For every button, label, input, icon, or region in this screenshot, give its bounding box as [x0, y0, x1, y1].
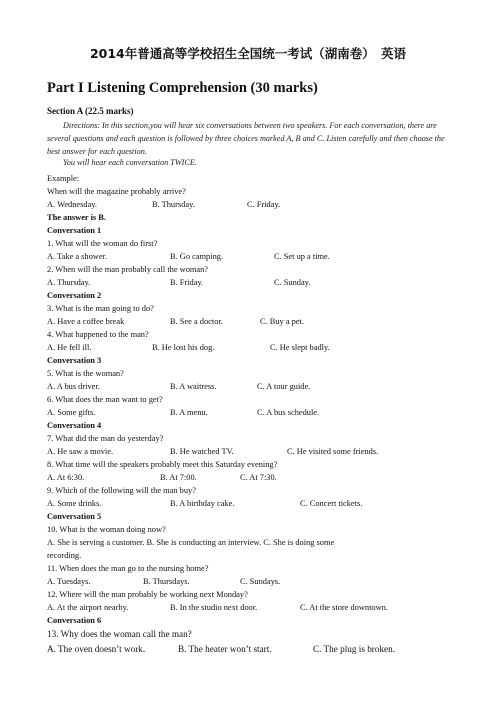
option: A. The oven doesn’t work. [47, 644, 146, 654]
option: B. In the studio next door. [170, 603, 258, 612]
section-heading: Section A (22.5 marks) [47, 106, 134, 116]
option: A. A bus driver. [47, 382, 100, 391]
option: C. Buy a pet. [260, 317, 304, 326]
option: B. A birthday cake. [170, 499, 235, 508]
option: B. Thursdays. [143, 577, 190, 586]
option: B. At 7:00. [160, 473, 197, 482]
question: 2. When will the man probably call the woman? [47, 265, 209, 274]
option: A. Wednesday. [47, 200, 98, 209]
question: 4. What happened to the man? [47, 330, 149, 339]
directions-note: You will hear each conversation TWICE. [63, 158, 197, 167]
conversation-heading: Conversation 5 [47, 512, 102, 521]
option: A. He fell ill. [47, 343, 92, 352]
option: C. At 7:30. [240, 473, 277, 482]
conversation-heading: Conversation 4 [47, 421, 102, 430]
option: A. Take a shower. [47, 252, 107, 261]
example-answer: The answer is B. [47, 213, 106, 222]
conversation-heading: Conversation 6 [47, 616, 102, 625]
option: C. He visited some friends. [287, 447, 379, 456]
option: B. He lost his dog. [152, 343, 215, 352]
option: C. A tour guide. [257, 382, 311, 391]
option: A. Some drinks. [47, 499, 102, 508]
question: 10. What is the woman doing now? [47, 525, 166, 534]
option: A. Have a coffee break [47, 317, 125, 326]
question: 1. What will the woman do first? [47, 239, 158, 248]
question: 5. What is the woman? [47, 369, 124, 378]
option: B. A waitress. [170, 382, 217, 391]
option: A. Some gifts. [47, 408, 96, 417]
directions: Directions: In this section,you will hear six conversations between two speakers. For each conversation, there are several questions and each question is followed by three choices marked A, B and C. Listen carefully and then choose the best answer for each question. [47, 121, 445, 156]
option: A. Thursday. [47, 278, 91, 287]
question: 13. Why does the woman call the man? [47, 629, 192, 639]
option: C. He slept badly. [270, 343, 330, 352]
question: 8. What time will the speakers probably meet this Saturday evening? [47, 460, 278, 469]
option: B. Thursday. [152, 200, 195, 209]
option: C. Sunday. [274, 278, 311, 287]
option: A. At the airport nearby. [47, 603, 129, 612]
option: B. A menu. [170, 408, 208, 417]
option: C. A bus schedule. [257, 408, 320, 417]
question: 3. What is the man going to do? [47, 304, 154, 313]
example-label: Example: [47, 174, 80, 183]
option: A. At 6:30. [47, 473, 85, 482]
option: C. At the store downtown. [300, 603, 388, 612]
option-line: A. She is serving a customer. B. She is conducting an interview. C. She is doing some [47, 538, 335, 547]
option: C. Friday. [247, 200, 281, 209]
option: B. See a doctor. [170, 317, 223, 326]
question: 7. What did the man do yesterday? [47, 434, 164, 443]
conversation-heading: Conversation 3 [47, 356, 102, 365]
option: C. Sundays. [240, 577, 281, 586]
option: B. The heater won’t start. [178, 644, 272, 654]
option: A. He saw a movie. [47, 447, 114, 456]
option-continuation: recording. [47, 551, 82, 560]
option: C. Concert tickets. [300, 499, 363, 508]
question: 9. Which of the following will the man buy? [47, 486, 196, 495]
conversation-heading: Conversation 2 [47, 291, 102, 300]
exam-title: 2014年普通高等学校招生全国统一考试（湖南卷） 英语 [89, 46, 407, 61]
example-question: When will the magazine probably arrive? [47, 187, 186, 196]
option: C. Set up a time. [274, 252, 330, 261]
option: B. Go camping. [170, 252, 224, 261]
option: A. Tuesdays. [47, 577, 91, 586]
option: B. Friday. [170, 278, 204, 287]
option: C. The plug is broken. [313, 644, 396, 654]
part-heading: Part I Listening Comprehension (30 marks) [47, 80, 318, 96]
question: 11. When does the man go to the nursing home? [47, 564, 209, 573]
option: B. He watched TV. [170, 447, 234, 456]
question: 12. Where will the man probably be working next Monday? [47, 590, 248, 599]
conversation-heading: Conversation 1 [47, 226, 102, 235]
question: 6. What does the man want to get? [47, 395, 163, 404]
